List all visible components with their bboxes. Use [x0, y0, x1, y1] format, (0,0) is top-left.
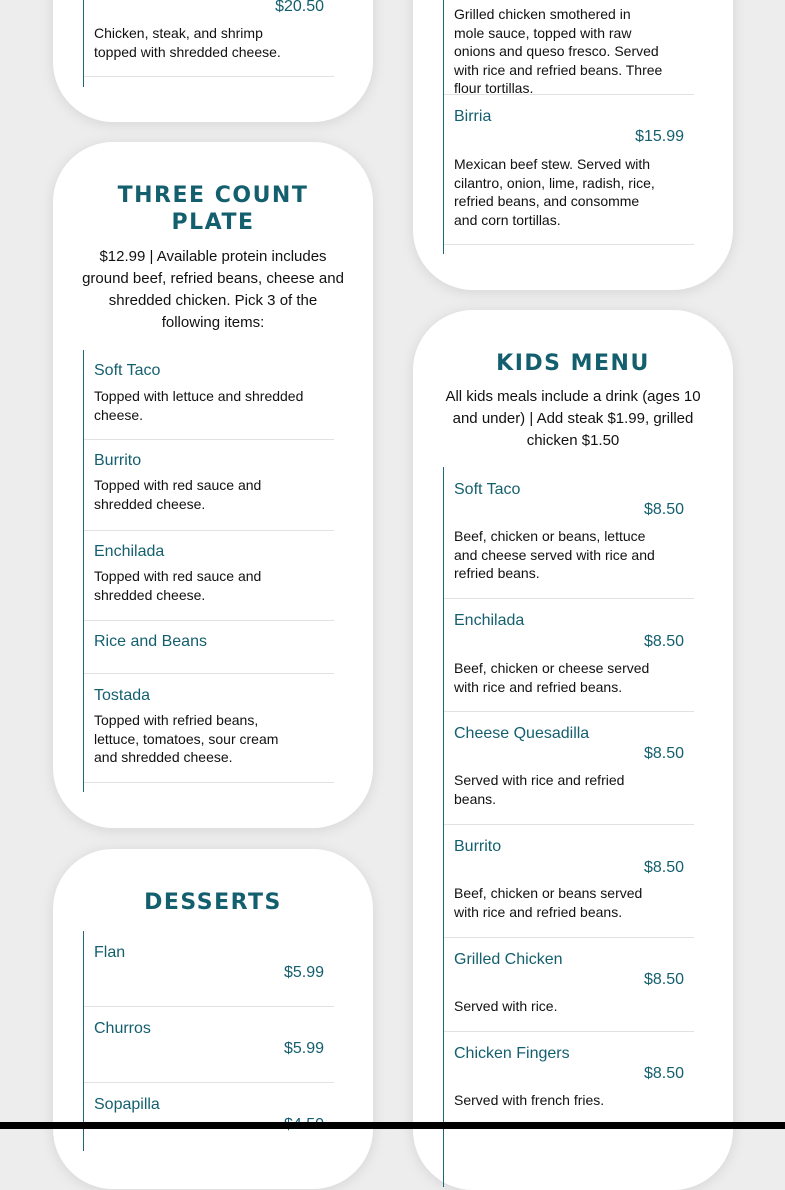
menu-card-three-count-plate	[53, 142, 373, 828]
item-price: $20.50	[275, 0, 324, 15]
item-list	[83, 0, 334, 87]
menu-item	[444, 938, 694, 1032]
menu-item	[444, 712, 694, 825]
item-name: Rice and Beans	[94, 633, 207, 650]
item-name: Sopapilla	[94, 1096, 160, 1113]
card-description: All kids meals include a drink (ages 10 and under) | Add steak $1.99, grilled chicken $1.50	[445, 388, 701, 449]
card-title: KIDS MENU	[496, 351, 650, 376]
item-description: Beef, chicken or beans served with rice and refried beans.	[454, 885, 643, 920]
item-price: $5.99	[283, 964, 324, 981]
item-description: Served with rice and refried beans.	[454, 772, 625, 807]
menu-card-top-left	[53, 0, 373, 122]
item-description: Served with rice.	[454, 998, 558, 1014]
item-description: Topped with red sauce and shredded cheese.	[94, 568, 262, 603]
menu-item	[444, 1032, 694, 1132]
menu-item	[84, 931, 334, 1007]
menu-item	[84, 1007, 334, 1083]
item-price: $5.99	[283, 1040, 324, 1057]
item-name: Burrito	[454, 838, 502, 855]
item-list	[83, 350, 334, 792]
item-description: Topped with red sauce and shredded cheese.	[94, 477, 262, 512]
menu-item	[84, 350, 334, 440]
item-price: $15.99	[635, 128, 684, 145]
card-description: $12.99 | Available protein includes ground beef, refried beans, cheese and shredded chicken. Pick 3 of the following items:	[82, 248, 344, 331]
menu-card-desserts	[53, 849, 373, 1189]
item-description: Topped with refried beans, lettuce, tomatoes, sour cream and shredded cheese.	[94, 712, 279, 765]
menu-card-top-right	[413, 0, 733, 290]
menu-item	[444, 467, 694, 599]
item-price: $8.50	[643, 859, 684, 876]
item-description: Mexican beef stew. Served with cilantro, onion, lime, radish, rice, refried beans, and consomme and corn tortillas.	[454, 156, 655, 228]
item-list	[443, 467, 694, 1187]
item-name: Birria	[454, 108, 492, 125]
item-price: $8.50	[643, 633, 684, 650]
menu-item	[84, 531, 334, 621]
item-name: Churros	[94, 1020, 151, 1037]
menu-item	[444, 95, 694, 245]
menu-item	[84, 1083, 334, 1153]
menu-item	[84, 0, 334, 77]
menu-item	[444, 825, 694, 938]
item-price: $8.50	[643, 745, 684, 762]
item-description: Grilled chicken smothered in mole sauce, topped with raw onions and queso fresco. Served with rice and refried beans. Three flour tortillas.	[454, 6, 663, 96]
card-title: THREE COUNT PLATE	[117, 183, 309, 235]
item-name: Soft Taco	[454, 481, 521, 498]
item-name: Tostada	[94, 687, 151, 704]
menu-item	[84, 440, 334, 531]
item-name: Flan	[94, 944, 126, 961]
item-name: Burrito	[94, 452, 142, 469]
item-name: Soft Taco	[94, 362, 161, 379]
item-description: Chicken, steak, and shrimp topped with shredded cheese.	[94, 25, 281, 60]
item-name: Enchilada	[94, 543, 165, 560]
item-name: Chicken Fingers	[454, 1045, 570, 1062]
item-description: Beef, chicken or beans, lettuce and cheese served with rice and refried beans.	[454, 528, 655, 581]
item-price: $8.50	[643, 501, 684, 518]
item-list	[83, 931, 334, 1151]
item-name: Cheese Quesadilla	[454, 725, 590, 742]
bottom-edge-bar	[0, 1122, 785, 1129]
item-name: Grilled Chicken	[454, 951, 563, 968]
item-price: $8.50	[643, 1065, 684, 1082]
item-name: Enchilada	[454, 612, 525, 629]
menu-card-kids-menu	[413, 310, 733, 1190]
menu-item	[84, 621, 334, 674]
menu-item	[444, 599, 694, 712]
item-list	[443, 0, 694, 254]
item-description: Topped with lettuce and shredded cheese.	[94, 388, 304, 423]
card-title: DESSERTS	[144, 890, 282, 915]
item-price: $8.50	[643, 971, 684, 988]
menu-item	[84, 674, 334, 783]
menu-item	[444, 0, 694, 95]
item-description: Beef, chicken or cheese served with rice and refried beans.	[454, 660, 650, 695]
item-description: Served with french fries.	[454, 1092, 605, 1108]
